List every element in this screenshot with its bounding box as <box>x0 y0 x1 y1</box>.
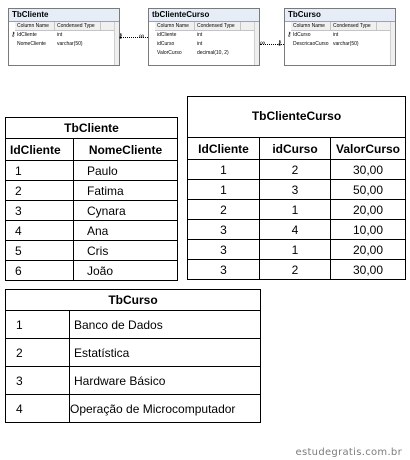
er-table-tbclientecurso[interactable] <box>148 8 260 66</box>
er-row[interactable]: ⚷ IdCliente int <box>11 32 63 38</box>
column-header: IdCliente <box>188 138 260 160</box>
many-infinity-icon: ∞ <box>260 40 265 47</box>
scrollbar[interactable] <box>114 22 119 65</box>
er-row[interactable]: DescricaoCurso varchar(50) <box>293 41 359 47</box>
table-row: 5 Cris <box>6 241 178 261</box>
tbclientecurso-table <box>187 96 406 280</box>
scrollbar[interactable] <box>390 22 395 65</box>
table-row: 1 2 30,00 <box>188 160 406 180</box>
table-row: 4 Operação de Microcomputador <box>6 395 261 423</box>
er-table-title: TbCliente <box>9 9 119 22</box>
table-row: 3 1 20,00 <box>188 240 406 260</box>
table-row: 3 Cynara <box>6 201 178 221</box>
er-table-tbcliente[interactable] <box>8 8 120 66</box>
table-title: TbClienteCurso <box>188 97 406 138</box>
table-row: 3 2 30,00 <box>188 260 406 280</box>
primary-key-icon: ⚷ <box>287 32 291 38</box>
table-row: 2 Estatística <box>6 339 261 367</box>
column-header: idCurso <box>260 138 331 160</box>
one-key-icon: ⚷ <box>118 33 124 40</box>
column-header: NomeCliente <box>74 139 178 161</box>
tbcliente-table <box>5 117 178 281</box>
table-title: TbCurso <box>6 290 261 311</box>
many-infinity-icon: ∞ <box>139 33 144 40</box>
table-row: 3 4 10,00 <box>188 220 406 240</box>
column-header: ValorCurso <box>331 138 406 160</box>
one-key-icon: ⚷ <box>277 40 283 47</box>
er-table-title: TbCurso <box>285 9 395 22</box>
er-row[interactable]: ValorCurso decimal(10, 2) <box>157 50 229 56</box>
tbcurso-table <box>5 289 261 423</box>
er-row[interactable]: ⚷ IdCurso int <box>287 32 339 38</box>
er-column-header: Column Name Condensed Type <box>291 22 395 31</box>
er-row[interactable]: NomeCliente varchar(50) <box>17 41 83 47</box>
table-row: 1 Banco de Dados <box>6 311 261 339</box>
table-row: 6 João <box>6 261 178 281</box>
table-row: 4 Ana <box>6 221 178 241</box>
er-row[interactable]: idCliente int <box>157 32 203 38</box>
er-table-tbcurso[interactable] <box>284 8 396 66</box>
scrollbar[interactable] <box>254 22 259 65</box>
table-row: 2 1 20,00 <box>188 200 406 220</box>
primary-key-icon: ⚷ <box>11 32 15 38</box>
table-row: 1 3 50,00 <box>188 180 406 200</box>
table-row: 1 Paulo <box>6 161 178 181</box>
table-row: 3 Hardware Básico <box>6 367 261 395</box>
er-table-title: tbClienteCurso <box>149 9 259 22</box>
table-title: TbCliente <box>6 118 178 139</box>
er-row[interactable]: idCurso int <box>157 41 203 47</box>
er-column-header: Column Name Condensed Type <box>15 22 119 31</box>
table-row: 2 Fatima <box>6 181 178 201</box>
site-watermark: estudegratis.com.br <box>295 447 402 458</box>
column-header: IdCliente <box>6 139 74 161</box>
er-column-header: Column Name Condensed Type <box>155 22 259 31</box>
